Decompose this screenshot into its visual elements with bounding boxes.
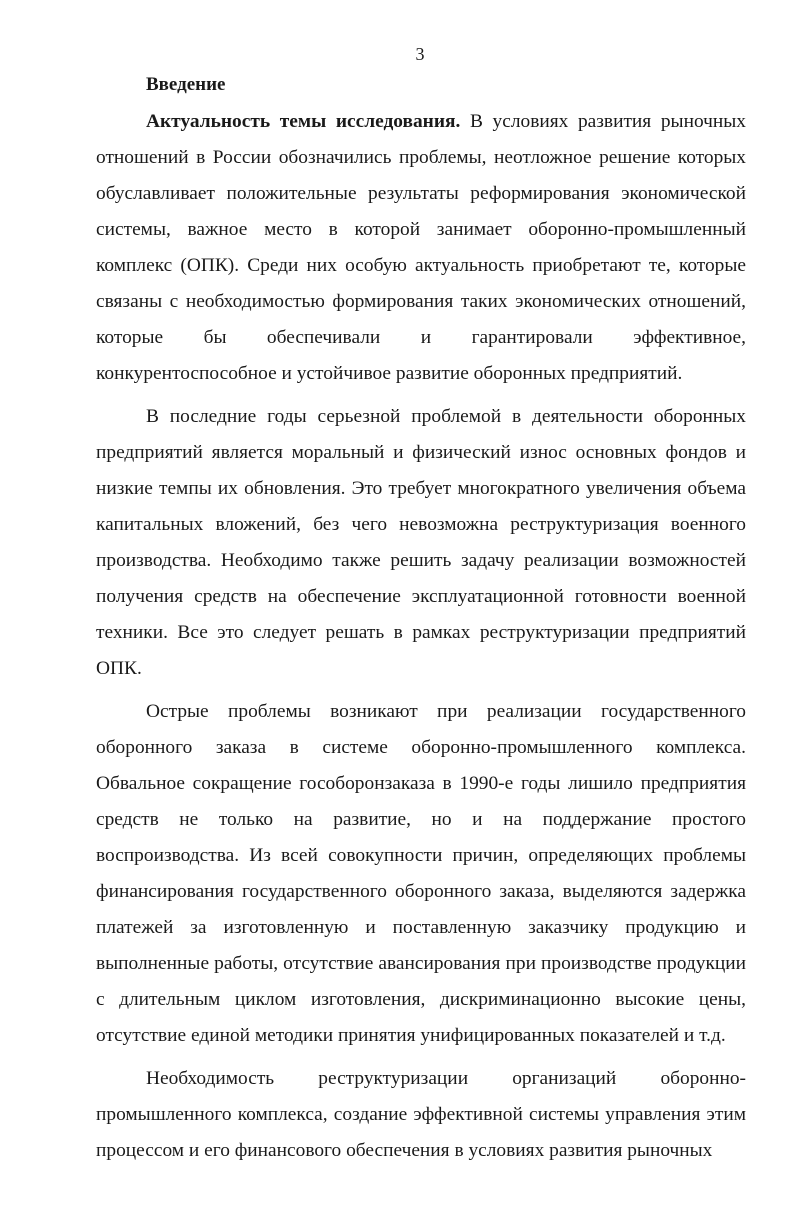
paragraph-1-lead: Актуальность темы исследования. [146, 111, 461, 132]
paragraph-1-text: В условиях развития рыночных отношений в России обозначились проблемы, неотложное решение которых обуславливает положительные результаты реформирования экономической системы, важное место в которой занимает оборонно-промышленный комплекс (ОПК). Среди них особую актуальность приобретают те, которые связаны с необходимостью формирования таких экономических отношений, которые бы обеспечивали и гарантировали эффективное, конкурентоспособное и устойчивое развитие оборонных предприятий. [96, 111, 746, 384]
paragraph-3: Острые проблемы возникают при реализации государственного оборонного заказа в системе оборонно-промышленного комплекса. Обвальное сокращение гособоронзаказа в 1990-е годы лишило предприятия средств не только на развитие, но и на поддержание простого воспроизводства. Из всей совокупности причин, определяющих проблемы финансирования государственного оборонного заказа, выделяются задержка платежей за изготовленную и поставленную заказчику продукцию и выполненные работы, отсутствие авансирования при производстве продукции с длительным циклом изготовления, дискриминационно высокие цены, отсутствие единой методики принятия унифицированных показателей и т.д. [96, 701, 746, 1046]
paragraph-4: Необходимость реструктуризации организаций оборонно-промышленного комплекса, создание эффективной системы управления этим процессом и его финансового обеспечения в условиях развития рыночных [96, 1068, 746, 1161]
paragraph-1 [96, 104, 746, 392]
section-heading: Введение [146, 74, 226, 95]
paragraph-2: В последние годы серьезной проблемой в деятельности оборонных предприятий является моральный и физический износ основных фондов и низкие темпы их обновления. Это требует многократного увеличения объема капитальных вложений, без чего невозможна реструктуризация военного производства. Необходимо также решить задачу реализации возможностей получения средств на обеспечение эксплуатационной готовности военной техники. Все это следует решать в рамках реструктуризации предприятий ОПК. [96, 406, 746, 679]
document-body [96, 72, 746, 1169]
page-number: 3 [415, 44, 425, 64]
